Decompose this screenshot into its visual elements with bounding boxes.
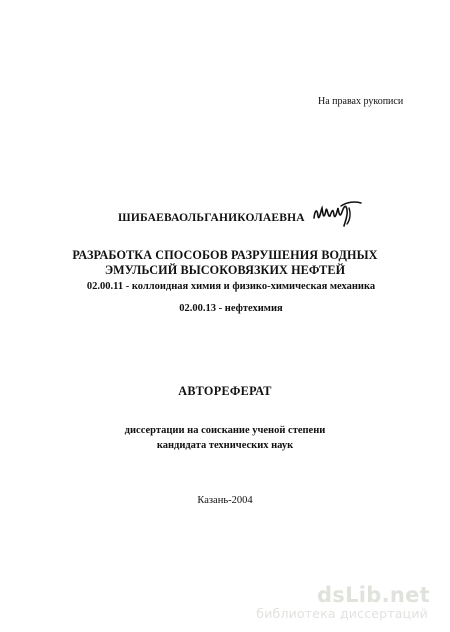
signature-image: [311, 198, 363, 228]
city-year: Казань-2004: [197, 495, 253, 506]
degree-description-line-1: диссертации на соискание ученой степени: [124, 425, 326, 436]
specialty-line-2: 02.00.13 - нефтехимия: [179, 303, 283, 314]
thesis-title-line-2: ЭМУЛЬСИЙ ВЫСОКОВЯЗКИХ НЕФТЕЙ: [104, 263, 346, 277]
thesis-title-line-1: РАЗРАБОТКА СПОСОБОВ РАЗРУШЕНИЯ ВОДНЫХ: [72, 248, 378, 262]
degree-description-line-2: кандидата технических наук: [156, 440, 294, 451]
author-name: ШИБАЕВАОЛЬГАНИКОЛАЕВНА: [118, 212, 305, 224]
author-row: [118, 198, 363, 224]
document-type-heading: АВТОРЕФЕРАТ: [178, 384, 272, 398]
watermark-subtitle: библиотека диссертаций: [256, 606, 428, 621]
specialty-line-1: 02.00.11 - коллоидная химия и физико-химическая механика: [86, 281, 376, 292]
watermark-logo: dsLib.net: [316, 583, 430, 607]
manuscript-note: На правах рукописи: [318, 96, 404, 107]
